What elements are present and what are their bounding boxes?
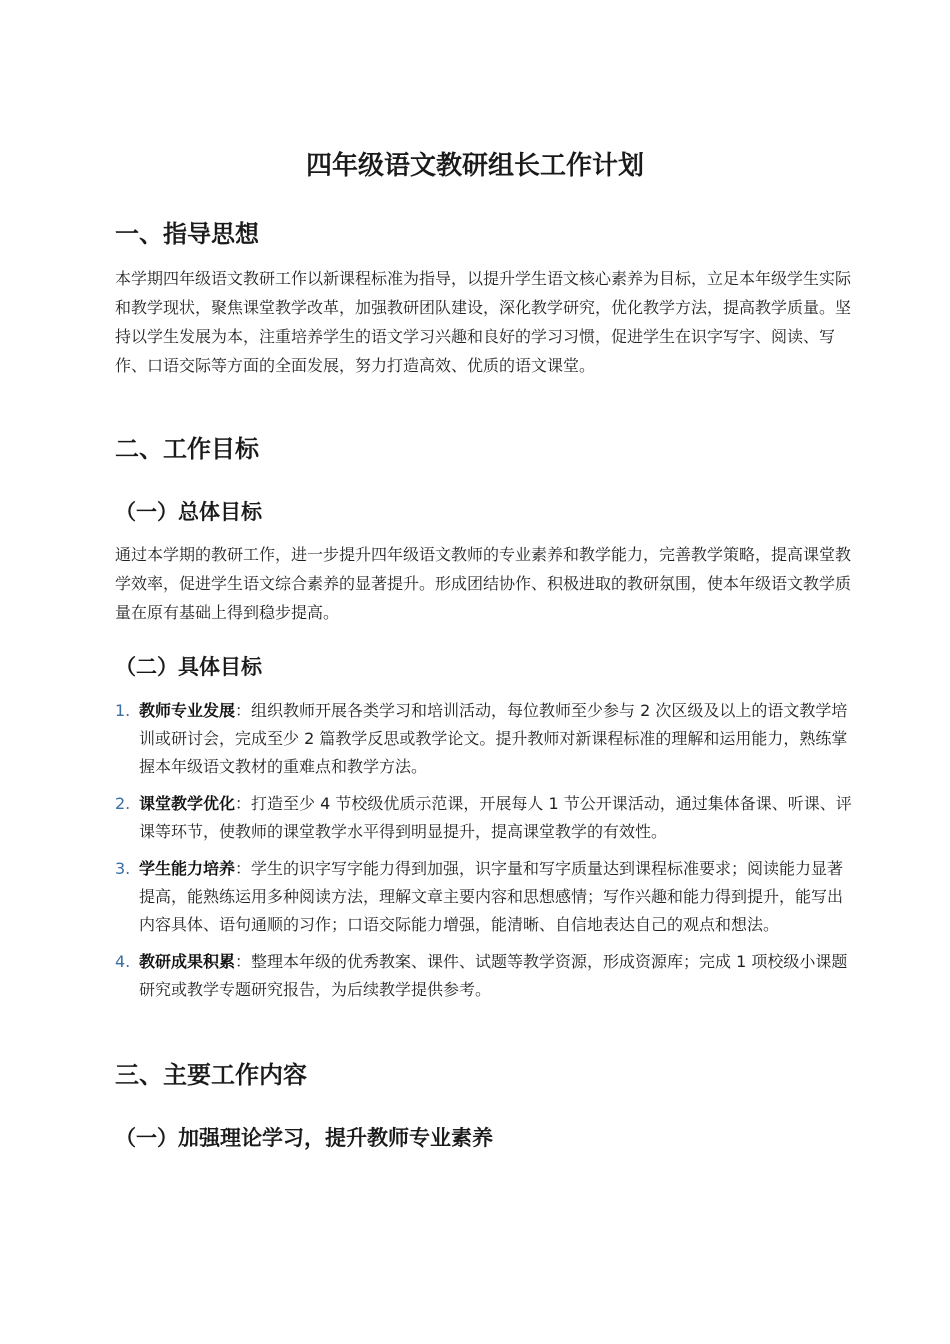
list-item-lead: 课堂教学优化 <box>139 794 236 813</box>
list-item-lead: 教研成果积累 <box>139 952 236 971</box>
list-item <box>115 790 852 846</box>
section-heading-work-goals: 二、工作目标 <box>115 435 259 463</box>
section-heading-guiding-ideology: 一、指导思想 <box>115 220 259 248</box>
list-item-text: ：打造至少 4 节校级优质示范课，开展每人 1 节公开课活动，通过集体备课、听课、评课等环节，使教师的课堂教学水平得到明显提升，提高课堂教学的有效性。 <box>139 794 852 841</box>
list-item-number: 4. <box>115 952 131 971</box>
list-item-number: 1. <box>115 701 131 720</box>
section-heading-main-work: 三、主要工作内容 <box>115 1061 307 1089</box>
list-item-number: 2. <box>115 794 131 813</box>
list-item-lead: 教师专业发展 <box>139 701 236 720</box>
guiding-ideology-paragraph: 本学期四年级语文教研工作以新课程标准为指导，以提升学生语文核心素养为目标，立足本年级学生实际和教学现状，聚焦课堂教学改革，加强教研团队建设，深化教学研究，优化教学方法，提高教学质量。坚持以学生发展为本，注重培养学生的语文学习兴趣和良好的学习习惯，促进学生在识字写字、阅读、写作、口语交际等方面的全面发展，努力打造高效、优质的语文课堂。 <box>115 269 852 375</box>
subsection-heading-specific-goals: （二）具体目标 <box>115 655 262 679</box>
list-item-lead: 学生能力培养 <box>139 859 236 878</box>
list-item <box>115 697 852 781</box>
list-item <box>115 855 852 939</box>
subsection-heading-overall-goal: （一）总体目标 <box>115 500 262 524</box>
list-item <box>115 948 852 1004</box>
document-title: 四年级语文教研组长工作计划 <box>305 151 644 181</box>
subsection-heading-theory-study: （一）加强理论学习，提升教师专业素养 <box>115 1126 493 1150</box>
list-item-number: 3. <box>115 859 131 878</box>
list-item-text: ：学生的识字写字能力得到加强，识字量和写字质量达到课程标准要求；阅读能力显著提高，能熟练运用多种阅读方法，理解文章主要内容和思想感情；写作兴趣和能力得到提升，能写出内容具体、语句通顺的习作；口语交际能力增强，能清晰、自信地表达自己的观点和想法。 <box>139 859 844 934</box>
specific-goals-list <box>115 697 852 1013</box>
list-item-text: ：整理本年级的优秀教案、课件、试题等教学资源，形成资源库；完成 1 项校级小课题研究或教学专题研究报告，为后续教学提供参考。 <box>139 952 848 999</box>
overall-goal-paragraph: 通过本学期的教研工作，进一步提升四年级语文教师的专业素养和教学能力，完善教学策略，提高课堂教学效率，促进学生语文综合素养的显著提升。形成团结协作、积极进取的教研氛围，使本年级语文教学质量在原有基础上得到稳步提高。 <box>115 545 852 622</box>
list-item-text: ：组织教师开展各类学习和培训活动，每位教师至少参与 2 次区级及以上的语文教学培训或研讨会，完成至少 2 篇教学反思或教学论文。提升教师对新课程标准的理解和运用能力，熟练掌握本年级语文教材的重难点和教学方法。 <box>139 701 848 776</box>
